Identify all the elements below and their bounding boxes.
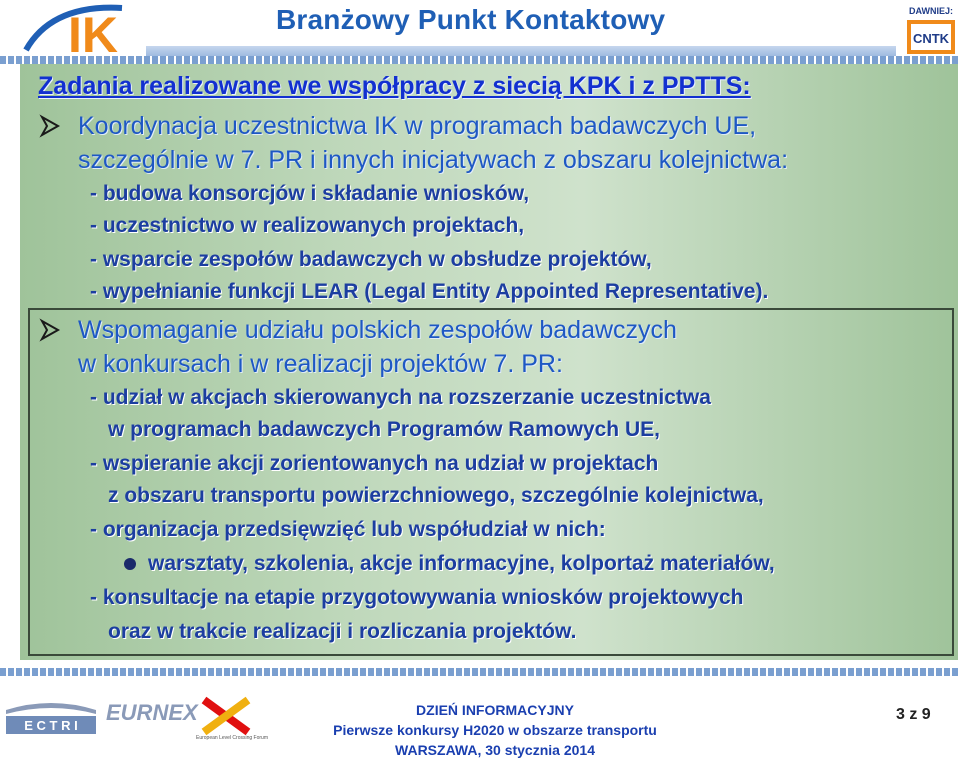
list-item: oraz w trakcie realizacji i rozliczania projektów. — [108, 620, 577, 643]
bullet-text: w konkursach i w realizacji projektów 7. PR: — [78, 350, 563, 378]
bullet-text: Koordynacja uczestnictwa IK w programach badawczych UE, — [78, 112, 757, 140]
content-panel — [20, 64, 958, 660]
ik-logo-icon — [22, 2, 152, 56]
list-item: - organizacja przedsięwzięć lub współudział w nich: — [90, 518, 606, 541]
level-crossing-caption: European Level Crossing Forum — [196, 735, 268, 741]
page-number: 3 z 9 — [896, 706, 931, 723]
eurnex-logo: EURNEX — [106, 700, 198, 725]
event-topic: Pierwsze konkursy H2020 w obszarze transportu — [333, 722, 657, 738]
arrow-bullet-icon — [38, 318, 62, 342]
bullet-support-cont — [78, 350, 563, 379]
section-heading: Zadania realizowane we współpracy z siecią KPK i z PPTTS: — [38, 72, 751, 100]
ectri-logo-icon — [6, 698, 96, 738]
footer-divider — [0, 668, 960, 676]
list-item: - uczestnictwo w realizowanych projektach, — [90, 214, 525, 237]
arrow-bullet-icon — [38, 114, 62, 138]
footer-event-info — [300, 700, 690, 760]
event-place-date: WARSZAWA, 30 stycznia 2014 — [395, 742, 595, 758]
bullet-coordination-cont — [78, 146, 788, 175]
header-bar — [146, 46, 896, 56]
list-item: z obszaru transportu powierzchniowego, szczególnie kolejnictwa, — [108, 484, 764, 507]
list-item: - wsparcie zespołów badawczych w obsłudze projektów, — [90, 248, 652, 271]
list-item: - budowa konsorcjów i składanie wniosków, — [90, 182, 530, 205]
list-item: - wypełnianie funkcji LEAR (Legal Entity Appointed Representative). — [90, 280, 769, 303]
cntk-logo-text: CNTK — [912, 31, 950, 46]
list-item — [124, 552, 775, 576]
page-title: Branżowy Punkt Kontaktowy — [276, 4, 666, 35]
header — [0, 0, 960, 58]
bullet-text: Wspomaganie udziału polskich zespołów badawczych — [78, 316, 677, 344]
dot-bullet-icon — [124, 558, 136, 570]
former-name-label: DAWNIEJ: — [908, 6, 953, 16]
list-item: - udział w akcjach skierowanych na rozszerzanie uczestnictwa — [90, 386, 711, 409]
event-name: DZIEŃ INFORMACYJNY — [416, 702, 574, 718]
cntk-logo-icon — [905, 18, 957, 56]
bullet-text: szczególnie w 7. PR i innych inicjatywach z obszaru kolejnictwa: — [78, 146, 789, 174]
ectri-logo-text: E C T R I — [24, 718, 78, 733]
list-item-text: warsztaty, szkolenia, akcje informacyjne, kolportaż materiałów, — [148, 552, 775, 575]
former-name-badge — [905, 6, 957, 56]
header-divider — [0, 56, 960, 64]
list-item: - wspieranie akcji zorientowanych na udział w projektach — [90, 452, 659, 475]
ik-logo-text: IK — [68, 7, 118, 56]
list-item: - konsultacje na etapie przygotowywania wniosków projektowych — [90, 586, 744, 609]
list-item: w programach badawczych Programów Ramowych UE, — [108, 418, 660, 441]
